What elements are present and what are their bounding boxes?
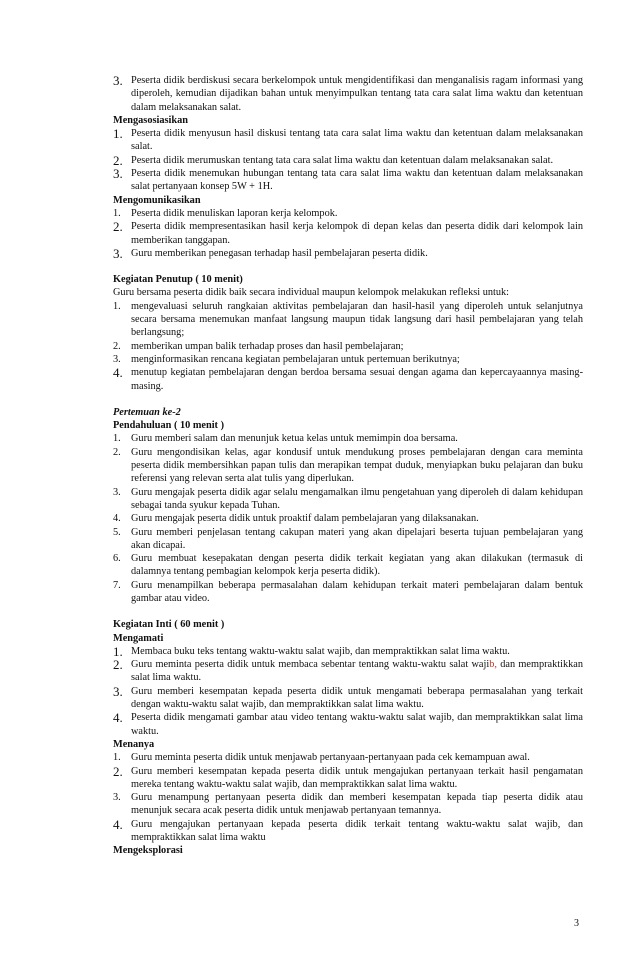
list-item-number: 3. bbox=[113, 683, 123, 699]
list-item-number: 2. bbox=[113, 152, 123, 168]
list-item-text: Guru mengondisikan kelas, agar kondusif untuk mendukung proses pembelajaran dengan cara meminta peserta didik membersihkan papan tulis dan merapikan tempat duduk, menyiapkan buku pelajaran dan buku referensi yang relevan serta alat tulis yang diperlukan. bbox=[131, 446, 583, 485]
section-gap bbox=[113, 393, 583, 406]
list-item-text: Guru mengajak peserta didik untuk proaktif dalam pembelajaran yang dilaksanakan. bbox=[131, 513, 479, 525]
list-item-text-continued: dan mempraktikkan salat lima waktu. bbox=[131, 659, 584, 684]
list-item bbox=[113, 791, 583, 818]
list-item-number: 4. bbox=[113, 365, 123, 381]
section-heading: Pendahuluan ( 10 menit ) bbox=[113, 420, 224, 432]
list-item-text: Peserta didik menuliskan laporan kerja kelompok. bbox=[131, 207, 338, 219]
list-item-text: mengevaluasi seluruh rangkaian aktivitas pembelajaran dan hasil-hasil yang diperoleh untuk selanjutnya secara bersama menemukan manfaat langsung maupun tidak langsung dari hasil pembelajaran yang telah berlangsung; bbox=[131, 300, 583, 339]
list-item-text: Guru meminta peserta didik untuk membaca sebentar tentang waktu-waktu salat waji bbox=[131, 659, 490, 671]
section-heading: Pertemuan ke-2 bbox=[113, 406, 181, 418]
list-item bbox=[113, 340, 583, 353]
list-item bbox=[113, 645, 583, 658]
list-item-number: 2. bbox=[113, 657, 123, 673]
page-content bbox=[113, 74, 583, 858]
list-item-text: Guru membuat kesepakatan dengan peserta didik terkait kegiatan yang akan dilakukan (termasuk di dalamnya tentang pembagian kelompok kerja peserta didik). bbox=[131, 553, 583, 578]
list-item bbox=[113, 154, 583, 167]
section-gap bbox=[113, 605, 583, 618]
list-item bbox=[113, 512, 583, 525]
list-item-text: Guru menampilkan beberapa permasalahan dalam kehidupan terkait materi pembelajaran dalam bentuk gambar atau video. bbox=[131, 579, 583, 604]
list-item bbox=[113, 74, 583, 114]
list-item-text: Peserta didik menemukan hubungan tentang tata cara salat lima waktu dan ketentuan dalam melaksanakan salat pertanyaan konsep 5W + 1H. bbox=[131, 168, 583, 193]
list-item-number: 4. bbox=[113, 513, 121, 525]
list-item-text: Guru memberi kesempatan kepada peserta didik untuk mengamati beberapa permasalahan yang terkait dengan waktu-waktu salat wajib, dan mempraktikkan salat lima waktu. bbox=[131, 685, 583, 711]
list-item bbox=[113, 353, 583, 366]
section-heading: Kegiatan Inti ( 60 menit ) bbox=[113, 619, 225, 631]
list-item bbox=[113, 127, 583, 154]
list-item-number: 3. bbox=[113, 486, 121, 498]
list-item-number: 6. bbox=[113, 553, 121, 565]
list-item-number: 3. bbox=[113, 166, 123, 182]
list-item-number: 7. bbox=[113, 579, 121, 591]
list-item-number: 2. bbox=[113, 219, 123, 235]
list-item-text: Guru memberi salam dan menunjuk ketua kelas untuk memimpin doa bersama. bbox=[131, 433, 458, 445]
numbered-list bbox=[113, 127, 583, 193]
list-item-text: Guru memberi kesempatan kepada peserta didik untuk mengajukan pertanyaan terkait hasil pengamatan mereka tentang waktu-waktu salat wajib, dan mempraktikkan salat lima waktu. bbox=[131, 765, 583, 790]
list-item-number: 5. bbox=[113, 526, 121, 538]
list-item bbox=[113, 366, 583, 393]
list-item-number: 2. bbox=[113, 446, 121, 458]
list-item bbox=[113, 167, 583, 194]
numbered-list bbox=[113, 432, 583, 605]
list-item bbox=[113, 552, 583, 579]
list-item bbox=[113, 579, 583, 606]
list-item-number: 2. bbox=[113, 763, 123, 779]
list-item-number: 4. bbox=[113, 710, 123, 726]
list-item-text: Guru memberikan penegasan terhadap hasil pembelajaran peserta didik. bbox=[131, 247, 428, 259]
list-item-text: Peserta didik berdiskusi secara berkelompok untuk mengidentifikasi dan menganalisis ragam informasi yang diperoleh, kemudian dijadikan bahan untuk menyimpulkan tentang tata cara salat lima waktu dan ketentuan dalam melaksanakan salat. bbox=[131, 75, 583, 113]
numbered-list bbox=[113, 645, 583, 738]
list-item-number: 1. bbox=[113, 300, 121, 312]
list-item bbox=[113, 685, 583, 712]
list-item bbox=[113, 220, 583, 247]
list-item bbox=[113, 711, 583, 738]
list-item-number: 1. bbox=[113, 643, 123, 659]
list-item-text: Guru meminta peserta didik untuk menjawab pertanyaan-pertanyaan pada cek kemampuan awal. bbox=[131, 752, 530, 764]
list-item-number: 3. bbox=[113, 353, 121, 365]
list-item-number: 2. bbox=[113, 340, 121, 352]
list-item bbox=[113, 486, 583, 513]
list-item-text: Guru mengajukan pertanyaan kepada peserta didik terkait tentang waktu-waktu salat wajib, dan mempraktikkan salat lima waktu bbox=[131, 818, 583, 844]
section-heading: Mengasosiasikan bbox=[113, 114, 188, 126]
list-item bbox=[113, 300, 583, 340]
list-item-number: 3. bbox=[113, 792, 121, 804]
list-item-number: 1. bbox=[113, 752, 121, 764]
list-item-text: Guru mengajak peserta didik agar selalu mengamalkan ilmu pengetahuan yang diperoleh di dalam kehidupan sebagai tanda syukur kepada Tuhan. bbox=[131, 486, 583, 511]
list-item-number: 1. bbox=[113, 433, 121, 445]
list-item-number: 1. bbox=[113, 126, 123, 142]
list-item-text: Peserta didik menyusun hasil diskusi tentang tata cara salat lima waktu dan ketentuan dalam melaksanakan salat. bbox=[131, 128, 583, 153]
section-gap bbox=[113, 260, 583, 273]
list-item-text: memberikan umpan balik terhadap proses dan hasil pembelajaran; bbox=[131, 340, 404, 352]
list-item bbox=[113, 765, 583, 792]
numbered-list bbox=[113, 751, 583, 844]
page-number: 3 bbox=[574, 918, 579, 929]
list-item-text: Membaca buku teks tentang waktu-waktu salat wajib, dan mempraktikkan salat lima waktu. bbox=[131, 645, 510, 657]
paragraph: Guru bersama peserta didik baik secara individual maupun kelompok melakukan refleksi untuk: bbox=[113, 287, 510, 299]
section-heading: Mengeksplorasi bbox=[113, 845, 183, 857]
list-item bbox=[113, 207, 583, 220]
list-item bbox=[113, 658, 583, 685]
section-heading: Menanya bbox=[113, 738, 155, 750]
numbered-list bbox=[113, 207, 583, 260]
list-item-number: 4. bbox=[113, 816, 123, 832]
list-item bbox=[113, 526, 583, 553]
section-heading: Mengomunikasikan bbox=[113, 194, 201, 206]
list-item-text: menginformasikan rencana kegiatan pembelajaran untuk pertemuan berikutnya; bbox=[131, 353, 460, 365]
highlighted-text: b, bbox=[489, 659, 497, 671]
list-item-number: 3. bbox=[113, 73, 123, 88]
list-item-text: Peserta didik mempresentasikan hasil kerja kelompok di depan kelas dan peserta didik dari kelompok lain memberikan tanggapan. bbox=[131, 221, 583, 246]
section-heading: Kegiatan Penutup ( 10 menit) bbox=[113, 274, 243, 286]
list-item bbox=[113, 446, 583, 486]
list-item-text: Guru memberi penjelasan tentang cakupan materi yang akan dipelajari beserta tujuan pembelajaran yang akan dicapai. bbox=[131, 526, 583, 551]
list-item bbox=[113, 247, 583, 260]
numbered-list bbox=[113, 74, 583, 114]
list-item bbox=[113, 751, 583, 764]
list-item bbox=[113, 432, 583, 445]
list-item bbox=[113, 818, 583, 845]
list-item-text: Guru menampung pertanyaan peserta didik dan memberi kesempatan kepada tiap peserta didik atau menunjuk secara acak peserta didik untuk menjawab pertanyaan temannya. bbox=[131, 792, 583, 817]
list-item-number: 3. bbox=[113, 245, 123, 261]
list-item-text: menutup kegiatan pembelajaran dengan berdoa bersama sesuai dengan agama dan kepercayaannya masing-masing. bbox=[131, 367, 583, 392]
list-item-text: Peserta didik merumuskan tentang tata cara salat lima waktu dan ketentuan dalam melaksanakan salat. bbox=[131, 154, 554, 166]
numbered-list bbox=[113, 300, 583, 393]
list-item-text: Peserta didik mengamati gambar atau video tentang waktu-waktu salat wajib, dan mempraktikkan salat lima waktu. bbox=[131, 712, 583, 737]
section-heading: Mengamati bbox=[113, 632, 164, 644]
list-item-number: 1. bbox=[113, 207, 121, 219]
